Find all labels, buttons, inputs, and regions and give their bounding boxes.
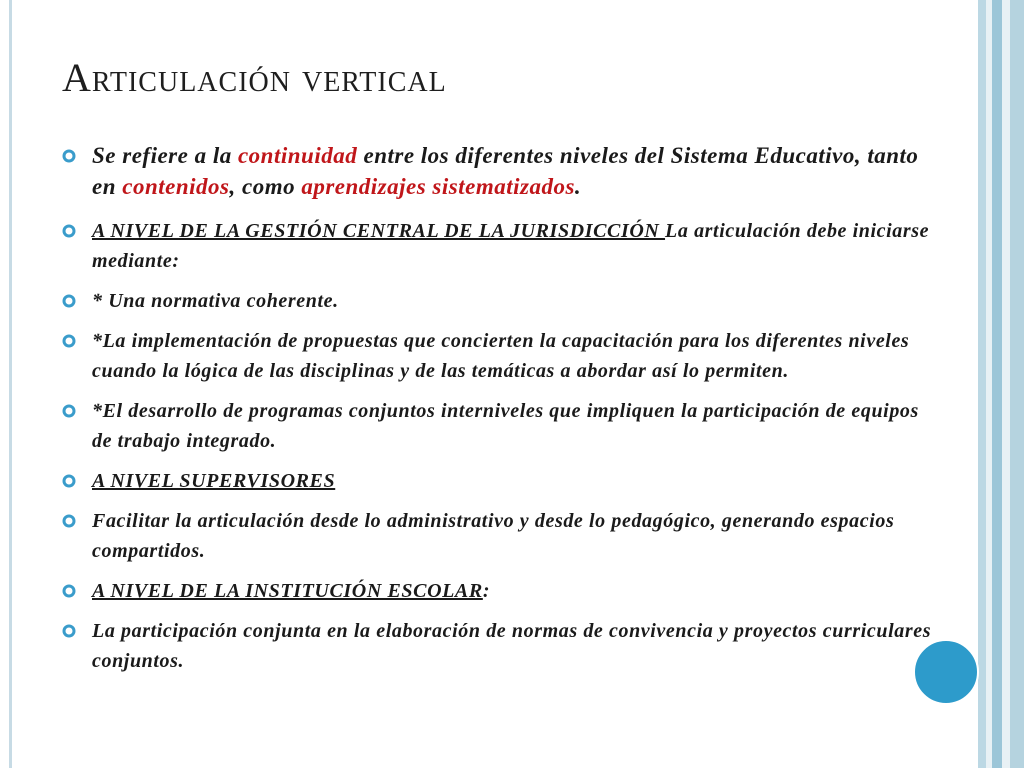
ring-bullet-icon <box>62 224 76 238</box>
bullet-text <box>92 396 942 456</box>
slide-title: Articulación vertical <box>62 55 447 100</box>
ring-bullet-icon <box>62 514 76 528</box>
text-segment: . <box>574 174 582 199</box>
text-segment: , como <box>229 174 302 199</box>
bullet-text <box>92 140 942 202</box>
highlighted-term: continuidad <box>237 143 358 168</box>
bullet-text <box>92 466 942 496</box>
ring-bullet-icon <box>62 334 76 348</box>
bullet-item <box>62 616 942 676</box>
underlined-heading: A NIVEL DE LA GESTIÓN CENTRAL DE LA JURISDICCIÓN <box>92 220 666 242</box>
bullet-item <box>62 326 942 386</box>
bullet-text <box>92 326 942 386</box>
highlighted-term: contenidos <box>122 174 230 199</box>
stripe <box>1002 0 1010 768</box>
text-segment: entre los diferentes niveles del Sistema Educativo, tanto en <box>92 143 919 199</box>
bullet-text <box>92 576 942 606</box>
bullet-list <box>62 140 942 686</box>
bullet-text <box>92 616 942 676</box>
bullet-item <box>62 216 942 276</box>
ring-bullet-icon <box>62 624 76 638</box>
text-segment: * Una normativa coherente. <box>92 290 339 312</box>
highlighted-term: aprendizajes sistematizados <box>301 174 575 199</box>
ring-bullet-icon <box>62 149 76 163</box>
bullet-item <box>62 286 942 316</box>
stripe <box>978 0 986 768</box>
text-segment: *La implementación de propuestas que concierten la capacitación para los diferentes niveles cuando la lógica de las disciplinas y de las temáticas a abordar así lo permiten. <box>92 330 910 382</box>
stripe <box>1010 0 1024 768</box>
ring-bullet-icon <box>62 404 76 418</box>
text-segment: La participación conjunta en la elaboración de normas de convivencia y proyectos curriculares conjuntos. <box>92 620 932 672</box>
ring-bullet-icon <box>62 294 76 308</box>
text-segment: : <box>482 580 491 602</box>
underlined-heading: A NIVEL SUPERVISORES <box>92 470 336 492</box>
bullet-item <box>62 140 942 202</box>
right-decorative-stripes <box>978 0 1024 768</box>
bullet-text <box>92 506 942 566</box>
bullet-item <box>62 576 942 606</box>
underlined-heading: A NIVEL DE LA INSTITUCIÓN ESCOLAR <box>92 580 483 602</box>
bullet-item <box>62 396 942 456</box>
accent-circle <box>913 639 979 705</box>
ring-bullet-icon <box>62 474 76 488</box>
stripe <box>992 0 1002 768</box>
text-segment: Facilitar la articulación desde lo administrativo y desde lo pedagógico, generando espacios compartidos. <box>92 510 895 562</box>
text-segment: La articulación debe iniciarse mediante: <box>92 220 930 272</box>
text-segment: *El desarrollo de programas conjuntos interniveles que impliquen la participación de equipos de trabajo integrado. <box>92 400 919 452</box>
bullet-text <box>92 216 942 276</box>
bullet-item <box>62 466 942 496</box>
ring-bullet-icon <box>62 584 76 598</box>
text-segment: Se refiere a la <box>92 143 238 168</box>
bullet-text <box>92 286 942 316</box>
left-frame-line <box>9 0 12 768</box>
bullet-item <box>62 506 942 566</box>
